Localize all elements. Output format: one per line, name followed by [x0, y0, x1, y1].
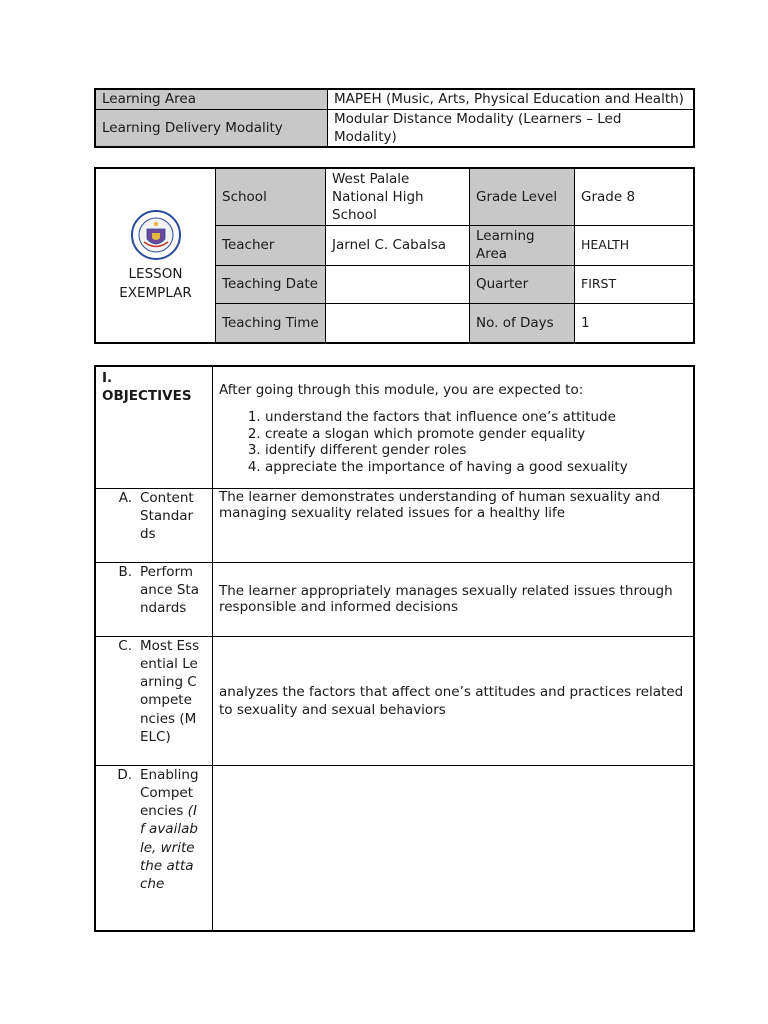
objectives-table — [94, 365, 695, 932]
objectives-content — [213, 366, 695, 488]
learning-info-table — [94, 88, 695, 148]
row-label: Enabling Competencies — [140, 766, 199, 820]
objectives-list — [219, 409, 687, 475]
list-item: 4. appreciate the importance of having a good sexuality — [265, 459, 687, 476]
teaching-time-label: Teaching Time — [216, 303, 326, 343]
content-standards-label-cell — [95, 488, 213, 562]
row-label-note: (If available, write the attache — [140, 803, 198, 893]
performance-standards-text: The learner appropriately manages sexually related issues through responsible and informed decisions — [213, 562, 695, 636]
grade-level-label: Grade Level — [470, 168, 575, 225]
melc-label-cell — [95, 636, 213, 765]
learning-area-label-2: Learning Area — [470, 225, 575, 265]
quarter-label: Quarter — [470, 265, 575, 303]
enabling-competencies-label-cell — [95, 765, 213, 931]
teaching-date-label: Teaching Date — [216, 265, 326, 303]
learning-area-value-2: HEALTH — [575, 225, 695, 265]
teaching-time-value — [326, 303, 470, 343]
list-item: 1. understand the factors that influence one’s attitude — [265, 409, 687, 426]
list-item: 2. create a slogan which promote gender equality — [265, 426, 687, 443]
learning-area-label: Learning Area — [95, 89, 328, 109]
learning-area-value: MAPEH (Music, Arts, Physical Education and Health) — [328, 89, 695, 109]
objectives-heading: I. OBJECTIVES — [95, 366, 213, 488]
list-item: 3. identify different gender roles — [265, 442, 687, 459]
teacher-label: Teacher — [216, 225, 326, 265]
row-letter: B. — [118, 563, 132, 580]
row-letter: C. — [118, 637, 132, 654]
enabling-competencies-text — [213, 765, 695, 931]
modality-label: Learning Delivery Modality — [95, 109, 328, 147]
lesson-exemplar-label: LESSON EXEMPLAR — [119, 265, 192, 301]
row-letter: A. — [118, 489, 132, 506]
no-of-days-value: 1 — [575, 303, 695, 343]
melc-text: analyzes the factors that affect one’s attitudes and practices related to sexuality and sexual behaviors — [213, 636, 695, 765]
row-label: Most Essential Learning Competencies (MELC) — [140, 637, 200, 745]
objectives-intro: After going through this module, you are expected to: — [219, 382, 584, 398]
logo-cell — [95, 168, 216, 343]
lesson-exemplar-table — [94, 167, 695, 344]
school-label: School — [216, 168, 326, 225]
quarter-value: FIRST — [575, 265, 695, 303]
teaching-date-value — [326, 265, 470, 303]
school-value: West Palale National High School — [326, 168, 470, 225]
row-label: Performance Standards — [140, 563, 199, 617]
grade-level-value: Grade 8 — [575, 168, 695, 225]
row-label: Content Standards — [140, 489, 194, 543]
modality-value: Modular Distance Modality (Learners – Led Modality) — [328, 109, 695, 147]
no-of-days-label: No. of Days — [470, 303, 575, 343]
content-standards-text: The learner demonstrates understanding of human sexuality and managing sexuality related issues for a healthy life — [213, 488, 695, 562]
deped-seal-icon — [130, 209, 182, 261]
row-letter: D. — [117, 766, 132, 783]
teacher-value: Jarnel C. Cabalsa — [326, 225, 470, 265]
performance-standards-label-cell — [95, 562, 213, 636]
